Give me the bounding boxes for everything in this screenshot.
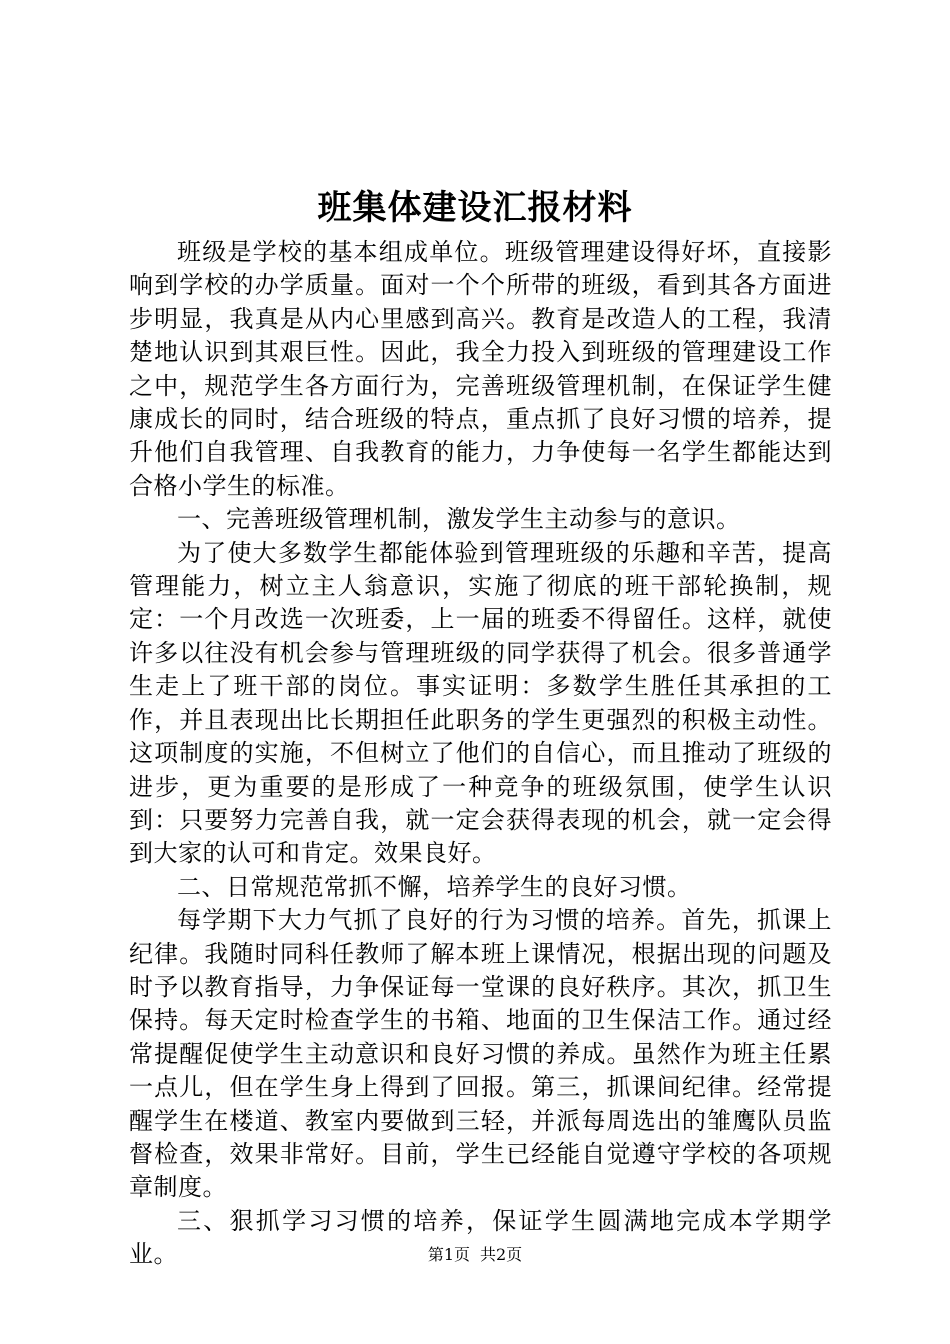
section-2-paragraph: 每学期下大力气抓了良好的行为习惯的培养。首先，抓课上纪律。我随时同科任教师了解本班上课情况，根据出现的问题及时予以教育指导，力争保证每一堂课的良好秩序。其次，抓卫生保持。每天定时检查学生的书箱、地面的卫生保洁工作。通过经常提醒促使学生主动意识和良好习惯的养成。虽然作为班主任累一点儿，但在学生身上得到了回报。第三，抓课间纪律。经常提醒学生在楼道、教室内要做到三轻，并派每周选出的雏鹰队员监督检查，效果非常好。目前，学生已经能自觉遵守学校的各项规章制度。 bbox=[129, 906, 832, 1202]
page-total: 共2页 bbox=[480, 1245, 523, 1264]
page-footer bbox=[0, 1244, 950, 1266]
document-body bbox=[129, 236, 832, 1272]
section-heading-3: 三、狠抓学习习惯的培养，保证学生圆满地完成本学期学业。 bbox=[129, 1206, 832, 1269]
intro-paragraph: 班级是学校的基本组成单位。班级管理建设得好坏，直接影响到学校的办学质量。面对一个个所带的班级，看到其各方面进步明显，我真是从内心里感到高兴。教育是改造人的工程，我清楚地认识到其艰巨性。因此，我全力投入到班级的管理建设工作之中，规范学生各方面行为，完善班级管理机制，在保证学生健康成长的同时，结合班级的特点，重点抓了良好习惯的培养，提升他们自我管理、自我教育的能力，力争使每一名学生都能达到合格小学生的标准。 bbox=[129, 238, 832, 500]
document-title: 班集体建设汇报材料 bbox=[317, 188, 633, 228]
section-1-paragraph: 为了使大多数学生都能体验到管理班级的乐趣和辛苦，提高管理能力，树立主人翁意识，实施了彻底的班干部轮换制，规定：一个月改选一次班委，上一届的班委不得留任。这样，就使许多以往没有机会参与管理班级的同学获得了机会。很多普通学生走上了班干部的岗位。事实证明：多数学生胜任其承担的工作，并且表现出比长期担任此职务的学生更强烈的积极主动性。这项制度的实施，不但树立了他们的自信心，而且推动了班级的进步，更为重要的是形成了一种竞争的班级氛围，使学生认识到：只要努力完善自我，就一定会获得表现的机会，就一定会得到大家的认可和肯定。效果良好。 bbox=[129, 538, 832, 868]
section-heading-1: 一、完善班级管理机制，激发学生主动参与的意识。 bbox=[177, 505, 741, 534]
section-heading-2: 二、日常规范常抓不懈，培养学生的良好习惯。 bbox=[177, 872, 692, 901]
page-number: 第1页 bbox=[427, 1245, 470, 1264]
